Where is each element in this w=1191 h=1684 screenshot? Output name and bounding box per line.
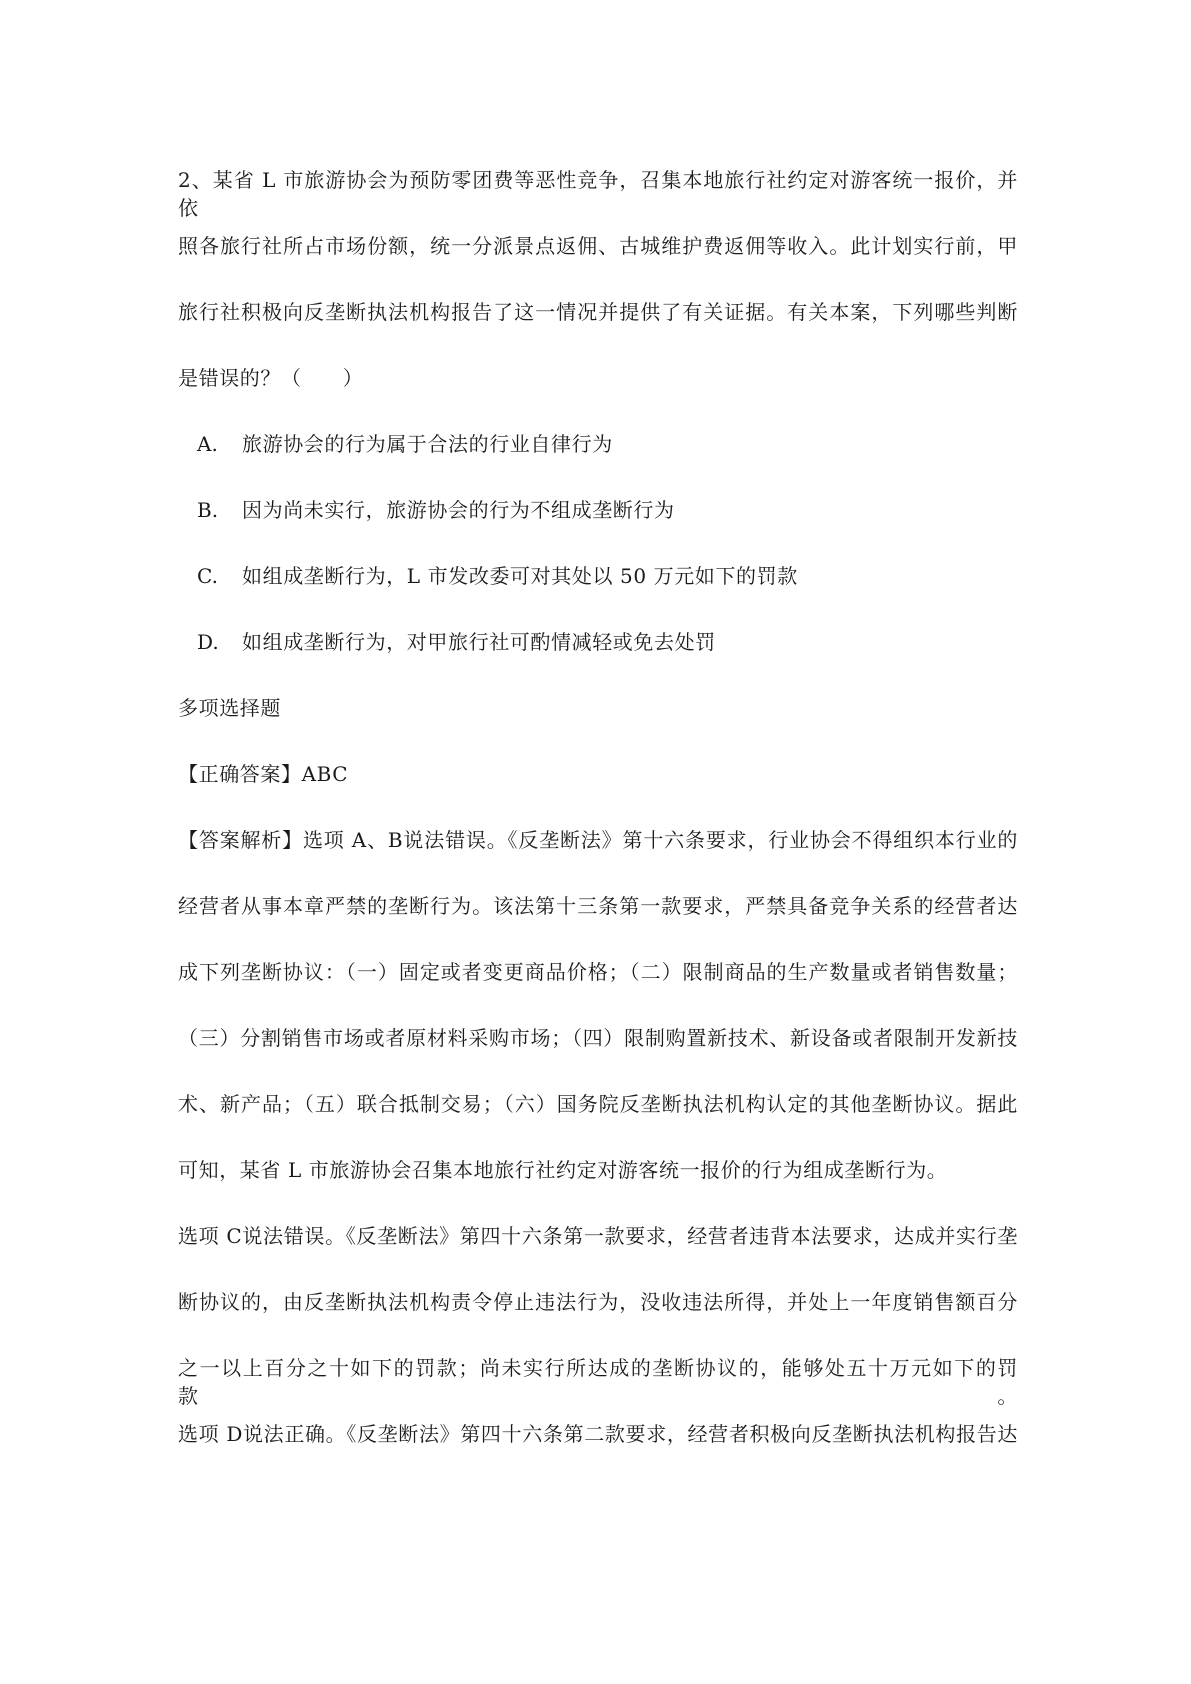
option-d-letter: D. (197, 630, 219, 654)
analysis-line-4: （三）分割销售市场或者原材料采购市场；（四）限制购置新技术、新设备或者限制开发新技 (178, 1026, 1018, 1050)
option-a-text: 旅游协会的行为属于合法的行业自律行为 (242, 432, 613, 456)
analysis-line-9: 之一以上百分之十如下的罚款；尚未实行所达成的垄断协议的，能够处五十万元如下的罚款。 (178, 1356, 1018, 1408)
question-line-4: 是错误的？（ ） (178, 366, 364, 390)
analysis-line-3: 成下列垄断协议：（一）固定或者变更商品价格；（二）限制商品的生产数量或者销售数量； (178, 960, 1018, 984)
analysis-line-10: 选项 D说法正确。《反垄断法》第四十六条第二款要求，经营者积极向反垄断执法机构报告达 (178, 1422, 1018, 1446)
question-line-3: 旅行社积极向反垄断执法机构报告了这一情况并提供了有关证据。有关本案，下列哪些判断 (178, 300, 1018, 324)
option-b-letter: B. (197, 498, 219, 522)
option-b-text: 因为尚未实行，旅游协会的行为不组成垄断行为 (242, 498, 675, 522)
analysis-line-1: 【答案解析】选项 A、B说法错误。《反垄断法》第十六条要求，行业协会不得组织本行业的 (178, 828, 1018, 852)
option-d-text: 如组成垄断行为，对甲旅行社可酌情减轻或免去处罚 (242, 630, 716, 654)
analysis-line-6: 可知，某省 L 市旅游协会召集本地旅行社约定对游客统一报价的行为组成垄断行为。 (178, 1158, 948, 1182)
option-a-letter: A. (197, 432, 218, 456)
option-c-letter: C. (197, 564, 218, 588)
question-line-1: 2、某省 L 市旅游协会为预防零团费等恶性竞争，召集本地旅行社约定对游客统一报价，并依 (178, 168, 1018, 220)
question-type: 多项选择题 (178, 696, 281, 720)
correct-answer: 【正确答案】ABC (178, 762, 349, 786)
analysis-line-8: 断协议的，由反垄断执法机构责令停止违法行为，没收违法所得，并处上一年度销售额百分 (178, 1290, 1018, 1314)
question-line-2: 照各旅行社所占市场份额，统一分派景点返佣、古城维护费返佣等收入。此计划实行前，甲 (178, 234, 1018, 258)
analysis-line-7: 选项 C说法错误。《反垄断法》第四十六条第一款要求，经营者违背本法要求，达成并实行垄 (178, 1224, 1018, 1248)
analysis-line-5: 术、新产品；（五）联合抵制交易；（六）国务院反垄断执法机构认定的其他垄断协议。据此 (178, 1092, 1018, 1116)
analysis-line-2: 经营者从事本章严禁的垄断行为。该法第十三条第一款要求，严禁具备竞争关系的经营者达 (178, 894, 1018, 918)
option-c-text: 如组成垄断行为，L 市发改委可对其处以 50 万元如下的罚款 (242, 564, 798, 588)
